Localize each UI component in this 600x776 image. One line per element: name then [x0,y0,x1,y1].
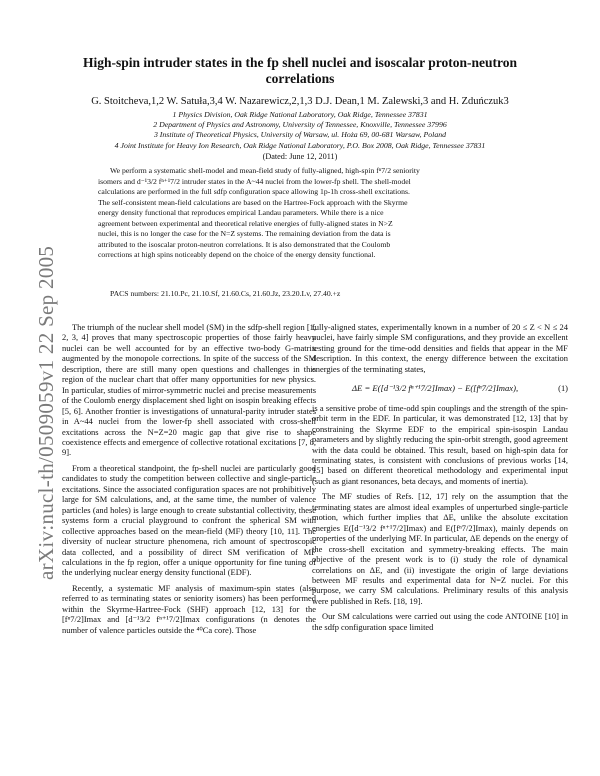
abstract-line: isomers and d⁻¹3/2 fⁿ⁺¹7/2 intruder states in the A~44 nuclei from the lower-fp shell. The shell-model [98,176,411,186]
date-line: (Dated: June 12, 2011) [262,152,338,161]
body-paragraph: The MF studies of Refs. [12, 17] rely on the assumption that the terminating states are almost ideal examples of unperturbed single-particle motion, which further implies that ΔE, unlike the absolute excitation energies E([d⁻¹3/2 fⁿ⁺¹7/2]Imax) and E([fⁿ7/2]Imax), mainly depends on properties of the underlying MF. In particular, ΔE depends on the energy of the cross-shell excitation and symmetry-breaking effects. The main objective of the present work is to (i) study the role of dynamical correlations on ΔE, and (ii) investigate the origin of large deviations between MF results and experimental data for N=Z nuclei. For this purpose, we carry SM calculations. Preliminary results of this analysis were published in Refs. [18, 19]. [312,491,568,606]
affiliation: 2 Department of Physics and Astronomy, University of Tennessee, Knoxville, Tennessee 37996 [153,120,447,130]
title-line-2: correlations [265,71,335,86]
pacs-numbers: PACS numbers: 21.10.Pc, 21.10.Sf, 21.60.Cs, 21.60.Jz, 23.20.Lv, 27.40.+z [110,289,341,298]
abstract-line: nuclei, this is no longer the case for the N=Z systems. The remaining deviation from the data is [98,229,391,239]
body-paragraph: The triumph of the nuclear shell model (SM) in the sdfp-shell region [1, 2, 3, 4] proves that many spectroscopic properties of those fairly heavy nuclei can be well accounted for by an effective two-body G-matrix augmented by the monopole corrections. In spite of the success of the SM description, there are still many open questions and challenges in this region of the nuclear chart that offer many opportunities for new physics. In particular, studies of mirror-symmetric nuclei and precise measurements of the Coulomb energy displacement shed light on isospin breaking effects [5, 6]. Another frontier is investigations of unnatural-parity intruder states in A~44 nuclei from the lower-fp shell associated with cross-shell excitations across the N=Z=20 magic gap that give rise to shape coexistence effects and emergence of collective rotational excitations [7, 8, 9]. [62,322,316,458]
body-paragraph: From a theoretical standpoint, the fp-shell nuclei are particularly good candidates to study the competition between collective and single-particle excitations. Since the associated configuration spaces are not prohibitively large for SM calculations, and, at the same time, the number of valence particles (and holes) is large enough to create substantial collectivity, these systems form a crucial playground to confront the spherical SM with collective approaches based on the mean-field (MF) theory [10, 11]. The diversity of nuclear structure phenomena, rich amount of spectroscopic data collected, and a possibility of direct SM verification of MF calculations in the fp region, offer a unique opportunity for fine tuning of the underlying nuclear energy density functional (EDF). [62,462,316,578]
body-paragraph: Our SM calculations were carried out using the code ANTOINE [10] in the sdfp configuration space limited [312,611,568,632]
abstract-line: attributed to the isoscalar proton-neutron correlations. It is also demonstrated that the Coulomb [98,239,391,249]
abstract-line: agreement between experimental and theoretical relative energies of fully-aligned states in N>Z [98,218,393,228]
affiliation: 3 Institute of Theoretical Physics, University of Warsaw, ul. Hoża 69, 00-681 Warsaw, Poland [153,130,447,140]
abstract-line: The self-consistent mean-field calculations are based on the Hartree-Fock approach with the Skyrme [98,197,408,207]
affiliation: 4 Joint Institute for Heavy Ion Research, Oak Ridge National Laboratory, P.O. Box 2008, Oak Ridge, Tennessee 37831 [114,140,486,150]
body-paragraph: Recently, a systematic MF analysis of maximum-spin states (also referred to as terminating states or seniority isomers) has been performed within the Skyrme-Hartree-Fock (SHF) approach [12, 13] for the [fⁿ7/2]Imax and [d⁻¹3/2 fⁿ⁺¹7/2]Imax configurations (n denotes the number of valence particles outside the ⁴⁰Ca core). Those [62,582,316,635]
abstract [98,166,502,261]
affiliations [40,110,560,151]
right-column [312,322,568,637]
equation-body: ΔE = E([d⁻¹3/2 fⁿ⁺¹7/2]Imax) − E([fⁿ7/2]Imax), [352,383,519,394]
arxiv-id: arXiv:nucl-th/0509059v1 22 Sep 2005 [34,245,58,580]
author-list: G. Stoitcheva,1,2 W. Satuła,3,4 W. Nazarewicz,2,1,3 D.J. Dean,1 M. Zalewski,3 and H. Zduńczuk3 [91,96,509,107]
paper-title [60,55,540,87]
abstract-line: energy density functional that reproduces empirical Landau parameters. While there is a nice [98,208,384,218]
affiliation: 1 Physics Division, Oak Ridge National Laboratory, Oak Ridge, Tennessee 37831 [172,110,428,119]
abstract-line: corrections at high spins noticeably depend on the choice of the energy density functional. [98,250,376,260]
equation-number: (1) [558,383,568,394]
abstract-line: calculations are performed in the full sdfp configuration space allowing 1p-1h cross-shell excitations. [98,187,410,197]
left-column [62,322,316,640]
body-paragraph: fully-aligned states, experimentally known in a number of 20 ≤ Z < N ≤ 24 nuclei, have fairly simple SM configurations, and they provide an excellent testing ground for the time-odd densities and fields that appear in the MF description. In this context, the energy difference between the excitation energies of the terminating states, [312,322,568,374]
equation-1 [312,383,568,393]
body-paragraph: is a sensitive probe of time-odd spin couplings and the strength of the spin-orbit term in the EDF. In particular, it was demonstrated [12, 13] that by constraining the Skyrme EDF to the empirical spin-isospin Landau parameters and by slightly reducing the spin-orbit strength, good agreement with the data could be obtained. This result, based on high-spin data for terminating states, is consistent with conclusions of previous works [14, 15] based on different theoretical methodology and experimental input (such as giant resonances, beta decays, and moments of inertia). [312,402,568,486]
title-line-1: High-spin intruder states in the fp shell nuclei and isoscalar proton-neutron [82,55,518,70]
abstract-line: We perform a systematic shell-model and mean-field study of fully-aligned, high-spin fⁿ7/2 seniority [110,166,420,175]
arxiv-margin-stamp [14,200,58,580]
